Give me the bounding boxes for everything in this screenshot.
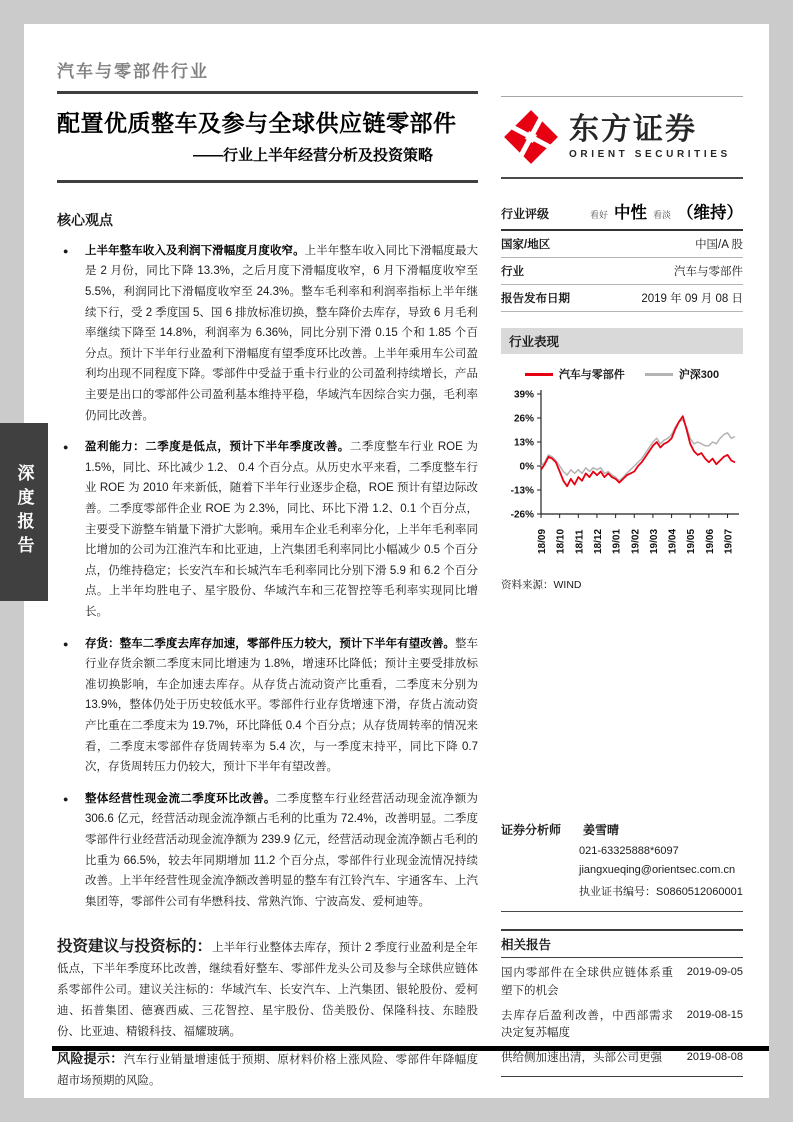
legend-item-auto <box>525 366 625 382</box>
svg-text:19/03: 19/03 <box>648 528 660 554</box>
related-report-title: 供给侧加速出清，头部公司更强 <box>501 1052 662 1065</box>
bullet-body: 二季度整车行业 ROE 为 1.5%，同比、环比减少 1.2、 0.4 个百分点。从历史水平来看，二季度整车行业 ROE 为 2010 年来新低，随着下半年行业逐步企稳，ROE 预计有望边际改善。二季度零部件企业 ROE 为 2.3%，同比、环比下滑 1.2、0.1 个百分点，主要受下游整车销量下滑扩大影响。乘用车企业毛利率分化，上半年毛利率同比增加的公司为江淮汽车和比亚迪，上汽集团毛利率同比小幅减少 0.5 个百分点，仍维持稳定；长安汽车和长城汽车毛利率同比分别下滑 5.9 和 6.2 个百分点。上半年均胜电子、星宇股份、华域汽车和三花智控等毛利率实现同比增长。 <box>85 441 478 618</box>
info-label: 报告发布日期 <box>501 293 570 305</box>
svg-text:19/04: 19/04 <box>667 528 679 554</box>
bullet-body: 二季度整车行业经营活动现金流净额为 306.6 亿元，经营活动现金流净额占毛利的比重为 72.4%，改善明显。二季度零部件行业经营活动现金流净额为 239.9 亿元，经营活动现金流净额占毛利的比重为 66.5%，较去年同期增加 11.2 个百分点，零部件行业现金流情况持续改善。上半年经营性现金流净额改善明显的整车有江铃汽车、宇通客车、上汽集团等，零部件公司有华懋科技、常熟汽饰、宁波高发、爱柯迪等。 <box>85 792 478 908</box>
svg-text:26%: 26% <box>513 413 534 425</box>
svg-text:-13%: -13% <box>510 485 534 497</box>
info-row-report-date <box>501 285 743 312</box>
analyst-email: jiangxueqing@orientsec.com.cn <box>579 864 736 876</box>
related-report-date: 2019-09-05 <box>686 966 743 978</box>
legend-swatch-gray <box>645 373 673 376</box>
info-value: 2019 年 09 月 08 日 <box>641 293 743 305</box>
legend-swatch-red <box>525 373 553 376</box>
report-page <box>24 24 769 1098</box>
risk-warning-label: 风险提示： <box>57 1051 124 1067</box>
rating-option-good: 看好 <box>589 210 608 220</box>
related-report-title: 国内零部件在全球供应链体系重塑下的机会 <box>501 967 673 997</box>
bullet-bold: 存货：整车二季度去库存加速，零部件压力较大，预计下半年有望改善。 <box>85 637 455 650</box>
performance-line-chart <box>501 386 743 564</box>
rating-option-bad: 看淡 <box>652 210 671 220</box>
industry-category: 汽车与零部件行业 <box>57 62 209 81</box>
svg-text:19/01: 19/01 <box>611 528 623 554</box>
rating-values <box>590 199 743 223</box>
related-report-title: 去库存后盈利改善，中西部需求决定复苏幅度 <box>501 1009 673 1040</box>
rating-label: 行业评级 <box>501 207 550 221</box>
svg-text:19/06: 19/06 <box>704 528 716 554</box>
svg-text:19/07: 19/07 <box>723 528 735 554</box>
related-reports-divider <box>501 1076 743 1077</box>
svg-text:39%: 39% <box>513 389 534 401</box>
bullet-dot-icon: ● <box>63 793 69 804</box>
analyst-row <box>501 821 743 838</box>
bullet-bold: 整体经营性现金流二季度环比改善。 <box>85 792 276 805</box>
industry-performance-chart <box>501 386 743 569</box>
related-report-item <box>501 958 743 1001</box>
report-subtitle: ——行业上半年经营分析及投资策略 <box>192 146 433 164</box>
investment-advice <box>57 936 478 1043</box>
bullet-text <box>85 634 478 778</box>
bullet-item-profitability <box>57 437 478 622</box>
industry-rating-row <box>501 191 743 231</box>
bullet-bold: 盈利能力：二季度是低点，预计下半年季度改善。 <box>85 441 350 454</box>
legend-item-hs300 <box>645 366 719 382</box>
related-reports-heading: 相关报告 <box>501 929 743 958</box>
bullet-dot-icon: ● <box>63 245 69 256</box>
bullet-body: 上半年整车收入同比下滑幅度最大是 2 月份，同比下降 13.3%，之后月度下滑幅度收窄，6 月下滑幅度收窄至 5.5%，利润同比下滑幅度收窄至 24.3%。整车毛利率和利润率指标上半年继续下行，受 2 季度国 5、国 6 排放标准切换，整车降价去库存，导致 6 月毛利率继续下降至 14.8%，利润率为 6.36%，同比分别下滑 0.15 个和 1.85 个百分点。预计下半年行业盈利下滑幅度有望季度环比改善。上半年乘用车公司盈利均出现不同程度下降。零部件中受益于重卡行业的公司盈利持续增长，产品主要是出口的零部件公司盈利基本维持平稳，华域汽车因综合实力强，毛利率仍同比改善。 <box>85 244 479 422</box>
related-report-item <box>501 1001 743 1044</box>
core-points-heading: 核心观点 <box>57 211 113 228</box>
bullet-text <box>85 789 478 913</box>
svg-text:18/11: 18/11 <box>574 529 586 554</box>
related-report-date: 2019-08-15 <box>686 1008 743 1021</box>
info-value: 中国/A 股 <box>695 239 743 251</box>
related-reports-block <box>501 929 743 1077</box>
main-column <box>57 24 478 1092</box>
analyst-cert: 执业证书编号：S0860512060001 <box>579 886 743 898</box>
investment-advice-label: 投资建议与投资标的： <box>57 938 213 956</box>
header-divider <box>57 91 478 94</box>
info-label: 行业 <box>501 266 524 278</box>
svg-text:18/09: 18/09 <box>537 528 548 554</box>
info-value: 汽车与零部件 <box>674 266 743 278</box>
info-label: 国家/地区 <box>501 239 551 251</box>
svg-text:18/12: 18/12 <box>592 528 604 554</box>
sidebar-column <box>501 24 743 592</box>
info-row-industry <box>501 258 743 285</box>
chart-source: 资料来源：WIND <box>501 579 582 591</box>
info-row-country <box>501 231 743 258</box>
legend-label: 汽车与零部件 <box>558 369 625 381</box>
depth-report-tab <box>0 423 48 601</box>
bullet-item-cashflow <box>57 789 478 913</box>
bullet-dot-icon: ● <box>63 442 69 453</box>
bullet-bold: 上半年整车收入及利润下滑幅度月度收窄。 <box>85 244 305 257</box>
bullet-text <box>85 241 478 426</box>
analyst-label: 证券分析师 <box>501 823 562 837</box>
brand-name-block <box>569 114 731 161</box>
chart-legend <box>501 366 743 382</box>
rating-value: 中性 <box>613 204 647 222</box>
footer-rule <box>52 1046 769 1051</box>
industry-performance-header: 行业表现 <box>501 328 743 354</box>
svg-text:-26%: -26% <box>510 509 534 521</box>
legend-label: 沪深300 <box>678 369 720 381</box>
bullet-item-revenue <box>57 241 478 426</box>
svg-text:19/02: 19/02 <box>630 528 642 554</box>
analyst-phone: 021-63325888*6097 <box>579 845 679 857</box>
related-report-date: 2019-08-08 <box>686 1051 743 1064</box>
rating-suffix: （维持） <box>677 204 743 222</box>
bullet-item-inventory <box>57 634 478 778</box>
risk-warning <box>57 1048 478 1092</box>
bullet-text <box>85 437 478 622</box>
brand-name-en: ORIENT SECURITIES <box>569 149 731 161</box>
svg-text:13%: 13% <box>513 437 534 449</box>
risk-warning-text: 汽车行业销量增速低于预期、原材料价格上涨风险、零部件年降幅度超市场预期的风险。 <box>57 1054 478 1088</box>
brand-logo-block <box>501 96 743 179</box>
orient-securities-logo-icon <box>503 109 559 165</box>
bullet-dot-icon: ● <box>63 638 69 649</box>
investment-advice-text: 上半年行业整体去库存，预计 2 季度行业盈利是全年低点，下半年季度环比改善，继续看好整车、零部件龙头公司及参与全球供应链体系零部件公司。建议关注标的：华域汽车、长安汽车、上汽集团、银轮股份、爱柯迪、拓普集团、德赛西威、三花智控、星宇股份、岱美股份、保隆科技、东睦股份、比亚迪、精锻科技、福耀玻璃。 <box>57 942 478 1039</box>
svg-text:18/10: 18/10 <box>555 528 567 554</box>
analyst-block <box>501 821 743 912</box>
analyst-name: 姜雪晴 <box>583 823 620 837</box>
brand-name-cn: 东方证券 <box>569 112 697 146</box>
title-divider <box>57 180 478 183</box>
depth-report-tab-label: 深度报告 <box>14 464 34 560</box>
report-title: 配置优质整车及参与全球供应链零部件 <box>57 110 457 136</box>
svg-text:19/05: 19/05 <box>686 528 698 554</box>
bullet-body: 整车行业存货余额二季度末同比增速为 1.8%，增速环比降低；预计主要受排放标准切换影响，车企加速去库存。从存货占流动资产比重看，二季度末分别为 13.9%，整体仍处于历史较低水平。零部件行业存货增速下滑，存货占流动资产比重在二季度末为 19.7%，环比降低 0.4 个百分点；从存货周转率的情况来看，二季度末零部件存货周转率为 5.4 次，与一季度末持平，同比下降 0.7 次，存货周转压力仍较大，预计下半年有望改善。 <box>85 637 478 774</box>
svg-text:0%: 0% <box>519 461 534 473</box>
